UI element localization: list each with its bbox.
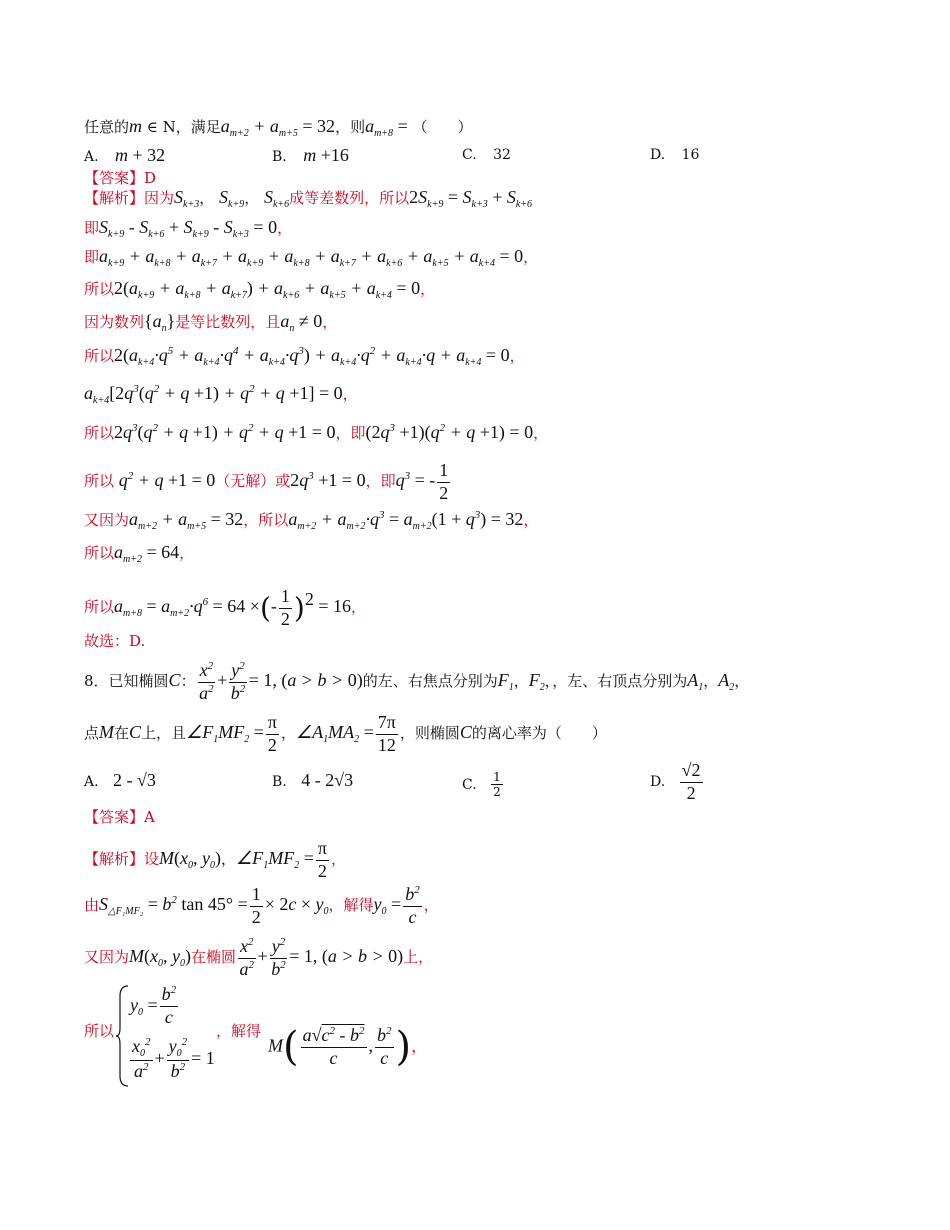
q7-option-d: D. 16 bbox=[650, 147, 700, 163]
q7-analysis-2: 即$S_{k+9} - S_{k+6} + S_{k+9} - S_{k+3} = 0$， bbox=[84, 217, 293, 240]
q8-option-d: D. $\frac{√2}{2}$ bbox=[650, 760, 701, 803]
q8-analysis-3: 又因为$M(x_0$, $y_0$)在椭圆 $\frac{x^2}{a^2}$ + $\frac{y^2}{b^2}$ = 1, (a > b > 0)上， bbox=[84, 936, 434, 979]
q7-analysis-12: 所以$a_{m+8} = a_{m+2}\cdot q^6 = 64$ ×(- $\frac{1}{2}$ )$^2$ = 16， bbox=[84, 586, 366, 629]
q7-conclusion: 故选：D. bbox=[84, 632, 146, 650]
q7-option-b: B. m +16 bbox=[272, 145, 349, 165]
q7-option-a: A. m + 32 bbox=[84, 145, 166, 165]
q7-analysis-1: 【解析】因为$S_{k+3}$， $S_{k+9}$， $S_{k+6}$成等差数列，所以$2S_{k+9} = S_{k+3} + S_{k+6}$ bbox=[84, 187, 533, 210]
q8-option-b: B. 4 - 2√3 bbox=[272, 770, 354, 790]
q8-analysis-2: 由$S_{\triangle F_1MF_2} = b^2$ tan 45° = $\frac{1}{2}$ × $2c \times y_0$，解得$y_0$ = $\frac{b^2}{c}$ ， bbox=[84, 884, 439, 927]
q7-analysis-7: $a_{k+4}[2q^3(q^2 + q +1) + q^2 + q +1] = 0$， bbox=[84, 383, 358, 406]
q7-analysis-6: 所以$2(a_{k+4}\cdot q^5 + a_{k+4}\cdot q^4 + a_{k+4}\cdot q^3) + a_{k+4}\cdot q^2 + a_{k+4}\cdot q + a_{k+4} = 0$， bbox=[84, 345, 525, 368]
q7-analysis-4: 所以$2(a_{k+9} + a_{k+8} + a_{k+7}) + a_{k+6} + a_{k+5} + a_{k+4} = 0$， bbox=[84, 278, 436, 301]
q8-analysis-4-result: ，解得 bbox=[216, 1022, 262, 1040]
q8-analysis-4-label: 所以 bbox=[84, 1022, 115, 1040]
q7-option-c: C. 32 bbox=[462, 147, 511, 163]
q7-analysis-8: 所以$2q^3(q^2 + q +1) + q^2 + q +1 = 0$，即$(2q^3 +1)(q^2 + q +1) = 0$， bbox=[84, 422, 549, 442]
q7-answer: 【答案】D bbox=[84, 169, 157, 187]
q8-stem-1: 8．已知椭圆C： $\frac{x^2}{a^2}$ + $\frac{y^2}{b^2}$ = 1, (a > b > 0)的左、右焦点分别为$F_1$，$F_2$，，左、右顶点分别为$A_1$，$A_2$， bbox=[84, 660, 750, 703]
q7-analysis-11: 所以$a_{m+2} = 64$， bbox=[84, 542, 195, 565]
q8-solution-point: M( $\frac{a√c^2 - b^2}{c}$ , $\frac{b^2}{c}$ )， bbox=[268, 1024, 428, 1070]
q7-analysis-9: 所以 $q^2 + q +1 = 0$（无解）或$2q^3 +1 = 0$，即$q^3$ = - $\frac{1}{2}$ bbox=[84, 460, 449, 503]
system-eq-1: $y_0$ = $\frac{b^2}{c}$ bbox=[130, 984, 177, 1027]
q7-analysis-10: 又因为$a_{m+2} + a_{m+5} = 32$，所以$a_{m+2} + a_{m+2}\cdot q^3 = a_{m+2}(1 + q^3) = 32$， bbox=[84, 509, 539, 532]
q8-stem-2: 点M在C上，且$\angle F_1MF_2$ = $\frac{\pi}{2}$ ，$\angle A_1MA_2$ = $\frac{7\pi}{12}$ ，则椭圆C的离心率为（ ） bbox=[84, 712, 607, 755]
q8-option-c: C. $\frac{1}{2}$ bbox=[462, 770, 501, 800]
q8-analysis-1: 【解析】设$M(x_0$, $y_0$)，$\angle F_1MF_2$ = $\frac{\pi}{2}$ ， bbox=[84, 838, 346, 881]
q8-answer: 【答案】A bbox=[84, 808, 155, 826]
q7-analysis-5: 因为数列$\{a_n\}$是等比数列，且$a_n \ne 0$， bbox=[84, 311, 338, 334]
q7-analysis-3: 即$a_{k+9} + a_{k+8} + a_{k+7} + a_{k+9} + a_{k+8} + a_{k+7} + a_{k+6} + a_{k+5} + a_{k+4} = 0$， bbox=[84, 246, 539, 269]
system-eq-2: $\frac{x_0^2}{a^2}$ + $\frac{y_0^2}{b^2}$ = 1 bbox=[132, 1036, 215, 1081]
q8-option-a: A. 2 - √3 bbox=[84, 770, 156, 790]
q7-stem: 任意的m ∈ N，满足$a_{m+2} + a_{m+5} = 32$，则$a_{m+8}$ = （ ） bbox=[84, 116, 473, 139]
